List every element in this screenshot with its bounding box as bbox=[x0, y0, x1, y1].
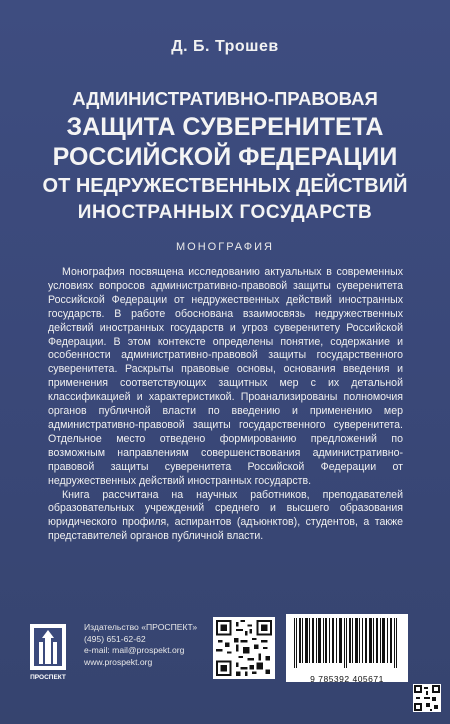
annotation-paragraph: Книга рассчитана на научных работников, преподавателей образовательных учреждений среднего и высшего образования юридического профиля, аспирантов (адъюнктов), студентов, а также представителей органов публичной власти. bbox=[48, 488, 403, 543]
title-line-1: АДМИНИСТРАТИВНО-ПРАВОВАЯ bbox=[72, 88, 378, 109]
annotation-text bbox=[48, 266, 403, 544]
qr-code-icon bbox=[213, 617, 275, 679]
publisher-logo bbox=[28, 622, 68, 682]
book-title bbox=[20, 86, 430, 226]
isbn-barcode bbox=[286, 614, 408, 682]
title-line-5: ИНОСТРАННЫХ ГОСУДАРСТВ bbox=[77, 202, 373, 223]
author-name: Д. Б. Трошев bbox=[171, 38, 279, 55]
title-line-4: ОТ НЕДРУЖЕСТВЕННЫХ ДЕЙСТВИЙ bbox=[42, 175, 408, 197]
publisher-email: e-mail: mail@prospekt.org bbox=[84, 645, 185, 655]
publisher-name: Издательство «ПРОСПЕКТ» bbox=[84, 622, 198, 632]
annotation-paragraph: Монография посвящена исследованию актуальных в современных условиях вопросов административно-правовой защиты суверенитета Российской Федерации от недружественных действий иностранных государств. В работе обоснована взаимосвязь недружественных действий иностранных государств и угроз суверенитету Российской Федерации. В этом контексте определены понятие, содержание и особенности административно-правовой защиты государственного суверенитета. Раскрыты правовые основы, основания введения и применения соответствующих защитных мер с их детальной классификацией и характеристикой. Проанализированы полномочия органов публичной власти по введению и применению мер административно-правовой защиты государственного суверенитета. Отдельное место отведено формированию предложений по возможным направлениям совершенствования административно-правовой защиты суверенитета Российской Федерации от недружественных действий иностранных государств. bbox=[48, 266, 403, 487]
isbn-number: 9 785392 405671 bbox=[310, 674, 384, 684]
barcode-bars bbox=[292, 618, 402, 668]
title-line-2: ЗАЩИТА СУВЕРЕНИТЕТА bbox=[66, 113, 384, 141]
small-qr-code-icon bbox=[413, 684, 441, 712]
genre-label: МОНОГРАФИЯ bbox=[176, 241, 274, 253]
publisher-site: www.prospekt.org bbox=[84, 656, 153, 667]
title-line-3: РОССИЙСКОЙ ФЕДЕРАЦИИ bbox=[52, 143, 398, 171]
publisher-info bbox=[84, 622, 197, 668]
publisher-phone: (495) 651-62-62 bbox=[84, 633, 146, 644]
svg-text:ПРОСПЕКТ: ПРОСПЕКТ bbox=[30, 674, 66, 681]
